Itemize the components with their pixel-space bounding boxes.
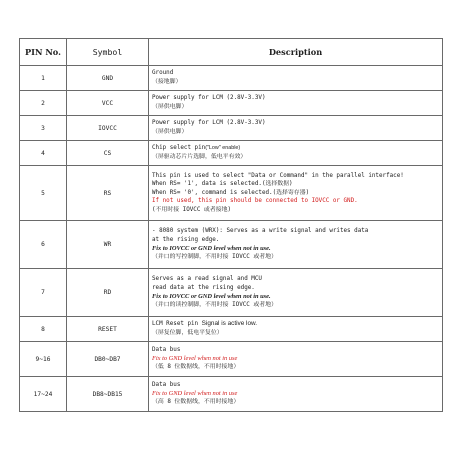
desc-line-note: Fix to GND level when not in use bbox=[152, 389, 238, 397]
pin-definition-table bbox=[19, 38, 443, 412]
desc-line: （并口的读控制脚，不用时接 IOVCC 或者地） bbox=[152, 302, 277, 309]
desc-text: LCM Reset pin bbox=[152, 321, 199, 328]
desc-line-note: Fix to IOVCC or GND level when not in use. bbox=[152, 244, 271, 252]
pin-symbol: RS bbox=[67, 166, 149, 221]
pin-number: 17~24 bbox=[20, 377, 67, 412]
pin-description bbox=[149, 66, 443, 91]
table-row bbox=[20, 66, 443, 91]
desc-line: at the rising edge. bbox=[152, 236, 220, 243]
pin-number: 8 bbox=[20, 317, 67, 342]
pin-symbol: CS bbox=[67, 141, 149, 166]
pin-symbol: GND bbox=[67, 66, 149, 91]
pin-symbol: DB8~DB15 bbox=[67, 377, 149, 412]
table-header-row bbox=[20, 39, 443, 66]
pin-number: 3 bbox=[20, 116, 67, 141]
pin-symbol: VCC bbox=[67, 91, 149, 116]
desc-line bbox=[152, 320, 439, 329]
desc-line: When RS= '1', data is selected.(选择数据) bbox=[152, 181, 293, 188]
pin-description bbox=[149, 221, 443, 269]
desc-line bbox=[152, 144, 439, 153]
header-pin: PIN No. bbox=[20, 39, 67, 66]
pin-number: 2 bbox=[20, 91, 67, 116]
desc-line-note: Fix to GND level when not in use bbox=[152, 354, 238, 362]
desc-line: （屏驱动芯片片选脚，低电平有效） bbox=[152, 154, 247, 160]
desc-text: ("Low" enable) bbox=[205, 145, 241, 152]
header-symbol: Symbol bbox=[67, 39, 149, 66]
desc-line: This pin is used to select "Data or Command" in the parallel interface! bbox=[152, 172, 404, 179]
desc-line: Power supply for LCM (2.8V-3.3V) bbox=[152, 95, 266, 102]
desc-line: Data bus bbox=[152, 347, 181, 354]
pin-symbol: RESET bbox=[67, 317, 149, 342]
pin-number: 9~16 bbox=[20, 342, 67, 377]
table-row bbox=[20, 166, 443, 221]
pin-number: 7 bbox=[20, 269, 67, 317]
desc-line: Ground bbox=[152, 70, 174, 77]
desc-line: Data bus bbox=[152, 382, 181, 389]
desc-line: （高 8 位数据线，不用时接地） bbox=[152, 399, 240, 406]
desc-line-warning: If not used, this pin should be connected to IOVCC or GND. bbox=[152, 198, 358, 205]
header-description: Description bbox=[149, 39, 443, 66]
table-row bbox=[20, 377, 443, 412]
desc-text: Signal is active low. bbox=[201, 320, 258, 328]
pin-description bbox=[149, 342, 443, 377]
pin-description bbox=[149, 116, 443, 141]
pin-description bbox=[149, 269, 443, 317]
desc-text: Chip select pin bbox=[152, 145, 206, 152]
pin-number: 1 bbox=[20, 66, 67, 91]
pin-symbol: DB0~DB7 bbox=[67, 342, 149, 377]
desc-line: (不用时接 IOVCC 或者接地) bbox=[152, 206, 232, 213]
pin-description bbox=[149, 377, 443, 412]
pin-symbol: RD bbox=[67, 269, 149, 317]
pin-description bbox=[149, 317, 443, 342]
desc-line-note: Fix to IOVCC or GND level when not in use. bbox=[152, 292, 271, 300]
desc-line: （接地脚） bbox=[152, 79, 182, 85]
table-row bbox=[20, 342, 443, 377]
desc-line: （屏供电脚） bbox=[152, 104, 188, 110]
table-row bbox=[20, 317, 443, 342]
table-row bbox=[20, 269, 443, 317]
table-row bbox=[20, 221, 443, 269]
pin-description bbox=[149, 166, 443, 221]
pin-number: 5 bbox=[20, 166, 67, 221]
desc-line: （屏供电脚） bbox=[152, 129, 188, 135]
table-row bbox=[20, 116, 443, 141]
pin-description bbox=[149, 141, 443, 166]
desc-line: （低 8 位数据线，不用时接地） bbox=[152, 364, 240, 371]
desc-line: （屏复位脚，低电平复位） bbox=[152, 330, 223, 336]
pin-number: 6 bbox=[20, 221, 67, 269]
desc-line: （并口的写控制脚，不用时接 IOVCC 或者地） bbox=[152, 254, 277, 261]
desc-line: When RS= '0', command is selected.(选择寄存器) bbox=[152, 189, 310, 196]
table-row bbox=[20, 91, 443, 116]
pin-description bbox=[149, 91, 443, 116]
pin-number: 4 bbox=[20, 141, 67, 166]
table-row bbox=[20, 141, 443, 166]
desc-line: Serves as a read signal and MCU bbox=[152, 276, 262, 283]
pin-symbol: WR bbox=[67, 221, 149, 269]
desc-line: read data at the rising edge. bbox=[152, 284, 255, 291]
desc-line: Power supply for LCM (2.8V-3.3V) bbox=[152, 120, 266, 127]
desc-line: - 8080 system (WRX): Serves as a write signal and writes data bbox=[152, 228, 369, 235]
pin-symbol: IOVCC bbox=[67, 116, 149, 141]
